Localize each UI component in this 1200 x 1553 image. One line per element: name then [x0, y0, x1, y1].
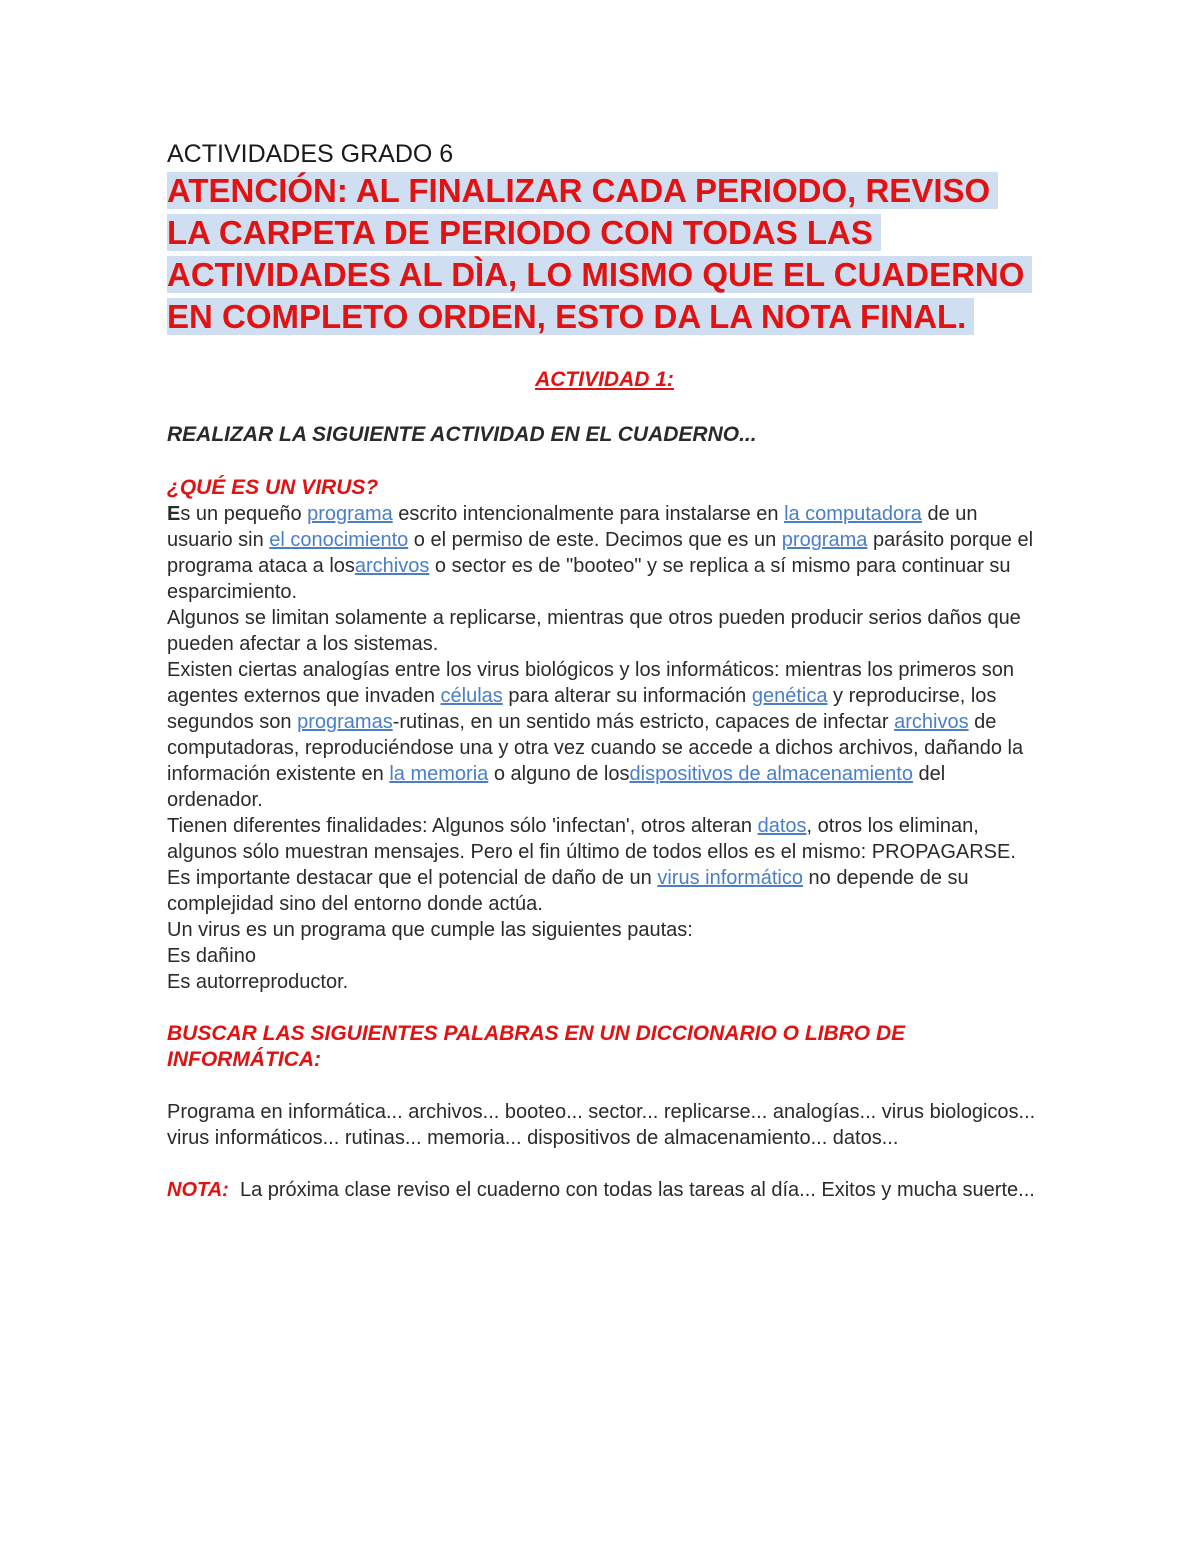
instruction-text: REALIZAR LA SIGUIENTE ACTIVIDAD EN EL CUADERNO... [167, 423, 757, 446]
link-virus-informatico[interactable]: virus informático [657, 867, 803, 889]
text-span: para alterar su información [502, 685, 752, 707]
text-span: o alguno de los [488, 763, 630, 785]
text-span: de un usuario sin [167, 503, 978, 551]
text-span: o sector es de "booteo" y se replica a sí mismo para continuar su esparcimiento. [167, 555, 1011, 603]
link-archivos[interactable]: archivos [354, 555, 430, 577]
document-page [167, 138, 1042, 1203]
question-heading: ¿QUÉ ES UN VIRUS? [167, 476, 379, 499]
text-span: parásito porque el programa ataca a los [167, 529, 1034, 577]
paragraph-8: Es autorreproductor. [167, 971, 349, 993]
link-archivos-2[interactable]: archivos [894, 711, 969, 733]
link-programas[interactable]: programas [297, 711, 393, 733]
text-span: Existen ciertas analogías entre los virus biológicos y los informáticos: mientras los primeros son agentes externos que invaden [167, 659, 1015, 707]
link-programa[interactable]: programa [307, 503, 393, 525]
first-letter: E [167, 503, 181, 525]
warning-highlight: ATENCIÓN: AL FINALIZAR CADA PERIODO, REVISO LA CARPETA DE PERIODO CON TODAS LAS ACTIVIDADES AL DÌA, LO MISMO QUE EL CUADERNO EN COMPLETO ORDEN, ESTO DA LA NOTA FINAL. [167, 172, 1032, 335]
note-paragraph [167, 1177, 1042, 1203]
text-span: s un pequeño [180, 503, 308, 525]
text-span: escrito intencionalmente para instalarse en [392, 503, 785, 525]
link-dispositivos[interactable]: dispositivos de almacenamiento [629, 763, 913, 785]
paragraph-4 [167, 813, 1042, 865]
text-span: o el permiso de este. Decimos que es un [408, 529, 782, 551]
note-text: La próxima clase reviso el cuaderno con todas las tareas al día... Exitos y mucha suerte... [228, 1179, 1035, 1201]
text-span: de computadoras, reproduciéndose una y otra vez cuando se accede a dichos archivos, dañando la información existente en [167, 711, 1024, 785]
warning-notice [167, 170, 1042, 338]
paragraph-7: Es dañino [167, 945, 256, 967]
text-span: , otros los eliminan, algunos sólo muestran mensajes. Pero el fin último de todos ellos es el mismo: PROPAGARSE. [167, 815, 1016, 863]
paragraph-5 [167, 865, 1042, 917]
activity-title: ACTIVIDAD 1: [535, 368, 674, 391]
link-celulas[interactable]: células [440, 685, 503, 707]
document-title: ACTIVIDADES GRADO 6 [167, 140, 454, 168]
text-span: -rutinas, en un sentido más estricto, capaces de infectar [392, 711, 895, 733]
link-memoria[interactable]: la memoria [389, 763, 489, 785]
paragraph-3 [167, 657, 1042, 813]
note-label: NOTA: [167, 1179, 229, 1201]
text-span: y reproducirse, los segundos son [167, 685, 997, 733]
link-genetica[interactable]: genética [751, 685, 828, 707]
search-heading: BUSCAR LAS SIGUIENTES PALABRAS EN UN DICCIONARIO O LIBRO DE INFORMÁTICA: [167, 1022, 906, 1071]
link-programa-2[interactable]: programa [781, 529, 868, 551]
search-words: Programa en informática... archivos... booteo... sector... replicarse... analogías... virus biologicos... virus informáticos... rutinas... memoria... dispositivos de almacenamiento... datos... [167, 1101, 1036, 1149]
paragraph-1 [167, 501, 1042, 605]
text-span: del ordenador. [167, 763, 946, 811]
link-conocimiento[interactable]: el conocimiento [269, 529, 409, 551]
text-span: no depende de su complejidad sino del entorno donde actúa. [167, 867, 969, 915]
virus-definition [167, 501, 1042, 995]
link-datos[interactable]: datos [757, 815, 807, 837]
paragraph-6: Un virus es un programa que cumple las siguientes pautas: [167, 919, 693, 941]
paragraph-2: Algunos se limitan solamente a replicarse, mientras que otros pueden producir serios daños que pueden afectar a los sistemas. [167, 607, 1021, 655]
text-span: Tienen diferentes finalidades: Algunos sólo 'infectan', otros alteran [167, 815, 758, 837]
link-computadora[interactable]: la computadora [784, 503, 922, 525]
text-span: Es importante destacar que el potencial de daño de un [167, 867, 658, 889]
